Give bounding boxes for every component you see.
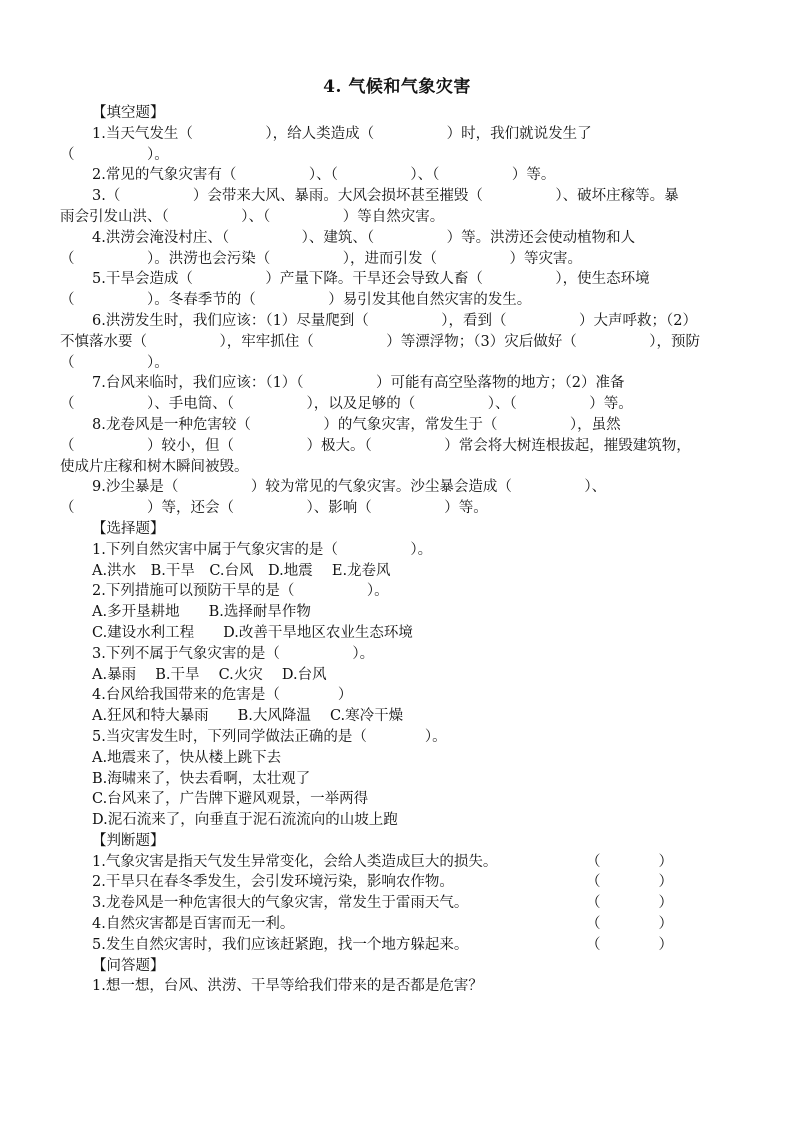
line-text: 7.台风来临时，我们应该：（1）（ ）可能有高空坠落物的地方；（2）准备 — [92, 375, 625, 392]
question-line — [60, 353, 740, 374]
question-line — [60, 145, 740, 166]
question-line — [60, 644, 740, 665]
line-text: 3.龙卷风是一种危害很大的气象灾害，常发生于雷雨天气。 — [92, 895, 469, 912]
question-line — [60, 415, 740, 436]
question-line — [60, 893, 740, 914]
question-line — [60, 623, 740, 644]
worksheet-body — [60, 103, 740, 997]
line-text: 不慎落水要（ ），牢牢抓住（ ）等漂浮物；（3）灾后做好（ ），预防 — [60, 333, 700, 350]
question-line — [60, 976, 740, 997]
question-line — [60, 769, 740, 790]
question-line — [60, 394, 740, 415]
question-line — [60, 914, 740, 935]
line-text: （ ）、手电筒、（ ），以及足够的（ ）、（ ）等。 — [60, 396, 633, 413]
line-text: （ ）等，还会（ ）、影响（ ）等。 — [60, 500, 488, 517]
question-line — [60, 249, 740, 270]
line-text: 2.下列措施可以预防干旱的是（ ）。 — [92, 583, 389, 600]
line-text: 雨会引发山洪、（ ）、（ ）等自然灾害。 — [60, 208, 445, 225]
question-line — [60, 124, 740, 145]
line-text: 1.当天气发生（ ），给人类造成（ ）时，我们就说发生了 — [92, 125, 592, 142]
line-text: 5.发生自然灾害时，我们应该赶紧跑，找一个地方躲起来。 — [92, 936, 469, 953]
question-line — [60, 311, 740, 332]
line-text: C.台风来了，广告牌下避风观景，一举两得 — [92, 791, 369, 808]
question-line — [60, 457, 740, 478]
line-text: A.洪水 B.干旱 C.台风 D.地震 E.龙卷风 — [92, 562, 391, 579]
question-line — [60, 165, 740, 186]
answer-blank[interactable]: （ ） — [586, 874, 673, 891]
line-text: 1.气象灾害是指天气发生异常变化，会给人类造成巨大的损失。 — [92, 853, 498, 870]
line-text: 5.当灾害发生时，下列同学做法正确的是（ ）。 — [92, 728, 447, 745]
question-line — [60, 685, 740, 706]
question-line — [60, 228, 740, 249]
line-text: （ ）。洪涝也会污染（ ），进而引发（ ）等灾害。 — [60, 250, 582, 267]
line-text: A.地震来了，快从楼上跳下去 — [92, 749, 282, 766]
answer-blank[interactable]: （ ） — [586, 936, 673, 953]
line-text: （ ）。冬春季节的（ ）易引发其他自然灾害的发生。 — [60, 292, 532, 309]
line-text: 5.干旱会造成（ ）产量下降。干旱还会导致人畜（ ），使生态环境 — [92, 271, 650, 288]
question-line — [60, 852, 740, 873]
line-text: 1.下列自然灾害中属于气象灾害的是（ ）。 — [92, 541, 433, 558]
line-text: C.建设水利工程 D.改善干旱地区农业生态环境 — [92, 624, 413, 641]
line-text: 【问答题】 — [92, 957, 165, 974]
line-text: A.狂风和特大暴雨 B.大风降温 C.寒冷干燥 — [92, 708, 404, 725]
line-text: （ ）。 — [60, 146, 169, 163]
line-text: 3.下列不属于气象灾害的是（ ）。 — [92, 645, 375, 662]
line-text: 4.台风给我国带来的危害是（ ） — [92, 687, 353, 704]
answer-blank[interactable]: （ ） — [586, 916, 673, 933]
line-text: A.多开垦耕地 B.选择耐旱作物 — [92, 604, 311, 621]
line-text: 使成片庄稼和树木瞬间被毁。 — [60, 458, 249, 475]
line-text: 2.常见的气象灾害有（ ）、（ ）、（ ）等。 — [92, 167, 556, 184]
question-line — [60, 872, 740, 893]
line-text: 【填空题】 — [92, 105, 165, 121]
line-text: 1.想一想，台风、洪涝、干旱等给我们带来的是否都是危害？ — [92, 978, 483, 995]
line-text: （ ）较小，但（ ）极大。（ ）常会将大树连根拔起，摧毁建筑物， — [60, 437, 691, 454]
line-text: 8.龙卷风是一种危害较（ ）的气象灾害，常发生于（ ），虽然 — [92, 416, 621, 433]
line-text: 【判断题】 — [92, 832, 165, 849]
question-line — [60, 748, 740, 769]
question-line — [60, 477, 740, 498]
question-line — [60, 186, 740, 207]
line-text: 6.洪涝发生时，我们应该：（1）尽量爬到（ ），看到（ ）大声呼救；（2） — [92, 312, 698, 329]
question-line — [60, 540, 740, 561]
line-text: 4.自然灾害都是百害而无一利。 — [92, 916, 295, 933]
line-text: D.泥石流来了，向垂直于泥石流流向的山坡上跑 — [92, 812, 398, 829]
question-line — [60, 561, 740, 582]
question-line — [60, 332, 740, 353]
question-line — [60, 602, 740, 623]
question-line — [60, 290, 740, 311]
question-line — [60, 373, 740, 394]
section-heading — [60, 956, 740, 977]
line-text: （ ）。 — [60, 354, 169, 371]
line-text: 3.（ ）会带来大风、暴雨。大风会损坏甚至摧毁（ ）、破坏庄稼等。暴 — [92, 188, 679, 205]
question-line — [60, 935, 740, 956]
question-line — [60, 436, 740, 457]
line-text: 4.洪涝会淹没村庄、（ ）、建筑、（ ）等。洪涝还会使动植物和人 — [92, 229, 636, 246]
question-line — [60, 498, 740, 519]
section-heading — [60, 103, 740, 124]
section-heading — [60, 519, 740, 540]
answer-blank[interactable]: （ ） — [586, 895, 673, 912]
question-line — [60, 706, 740, 727]
question-line — [60, 207, 740, 228]
question-line — [60, 581, 740, 602]
line-text: 【选择题】 — [92, 520, 165, 537]
question-line — [60, 269, 740, 290]
section-heading — [60, 831, 740, 852]
line-text: B.海啸来了，快去看啊，太壮观了 — [92, 770, 311, 787]
line-text: 2.干旱只在春冬季发生，会引发环境污染，影响农作物。 — [92, 874, 454, 891]
answer-blank[interactable]: （ ） — [586, 853, 673, 870]
page-title: 4. 气候和气象灾害 — [323, 77, 471, 97]
question-line — [60, 665, 740, 686]
question-line — [60, 810, 740, 831]
line-text: 9.沙尘暴是（ ）较为常见的气象灾害。沙尘暴会造成（ ）、 — [92, 479, 607, 496]
question-line — [60, 727, 740, 748]
question-line — [60, 789, 740, 810]
line-text: A.暴雨 B.干旱 C.火灾 D.台风 — [92, 666, 327, 683]
